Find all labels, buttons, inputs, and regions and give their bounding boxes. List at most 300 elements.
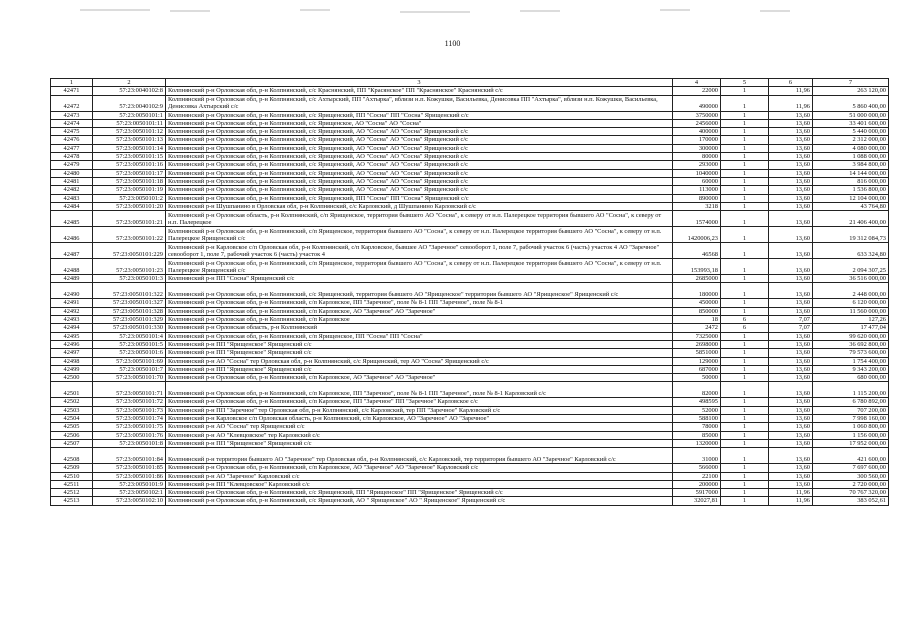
row-number-cell: 42474 [51, 119, 93, 127]
cadastral-number-cell: 57:23:0050101:17 [93, 169, 166, 177]
rate-cell: 13,60 [769, 144, 813, 152]
cadastral-value-cell: 816 000,00 [813, 177, 889, 185]
category-code-cell: 1 [721, 448, 769, 464]
cadastral-value-cell: 1 088 000,00 [813, 153, 889, 161]
cadastral-number-cell: 57:23:0050101:9 [93, 480, 166, 488]
table-row [51, 324, 889, 332]
row-number-cell: 42479 [51, 161, 93, 169]
area-cell: 129000 [673, 357, 721, 365]
location-description-cell: Колпнянский р-н ПП "Клевцовское" Карловский с/с [166, 480, 673, 488]
row-number-cell: 42498 [51, 357, 93, 365]
table-row [51, 448, 889, 464]
cadastral-value-cell: 33 401 600,00 [813, 119, 889, 127]
table-row [51, 202, 889, 210]
table-row [51, 472, 889, 480]
cadastral-number-cell: 57:23:0050101:20 [93, 202, 166, 210]
area-cell: 7325000 [673, 332, 721, 340]
rate-cell: 13,60 [769, 153, 813, 161]
rate-cell: 13,60 [769, 307, 813, 315]
rate-cell: 13,60 [769, 349, 813, 357]
cadastral-value-cell: 4 080 000,00 [813, 144, 889, 152]
table-row [51, 128, 889, 136]
rate-cell: 13,60 [769, 472, 813, 480]
table-row [51, 316, 889, 324]
cadastral-number-cell: 57:23:0050101:76 [93, 431, 166, 439]
area-cell: 78000 [673, 423, 721, 431]
cadastral-value-cell: 3 984 800,00 [813, 161, 889, 169]
cadastral-value-cell: 19 312 084,73 [813, 227, 889, 243]
cadastral-number-cell: 57:23:0050101:73 [93, 406, 166, 414]
area-cell: 52000 [673, 406, 721, 414]
table-row [51, 332, 889, 340]
location-description-cell: Колпнянский р-н Орловская обл, р-н Колпнянский, с/с Краснянский, ПП "Красянское" ПП "Краснянское" Краснянский с/с [166, 87, 673, 95]
cadastral-number-cell: 57:23:0050101:19 [93, 186, 166, 194]
cadastral-value-cell: 2 448 000,00 [813, 283, 889, 299]
table-row [51, 211, 889, 227]
table-row [51, 111, 889, 119]
location-description-cell: Колпнянский р-н ПП "Заречное" тер Орловская обл, р-н Колпнянский, с/с Карловский, тер ПП "Заречное" Карловский с/с [166, 406, 673, 414]
row-number-cell: 42478 [51, 153, 93, 161]
row-number-cell: 42510 [51, 472, 93, 480]
area-cell: 1574000 [673, 211, 721, 227]
table-row [51, 307, 889, 315]
category-code-cell: 1 [721, 480, 769, 488]
rate-cell: 13,60 [769, 275, 813, 283]
table-row [51, 227, 889, 243]
location-description-cell: Колпнянский р-н Орловская обл, р-н Колпнянский, с/с Ахтырский, ПП "Ахтырка", вблизи н.п. Кожушки, Васильевка, Денисовка ПП "Ахтырка", вблизи н.п. Кожушки, Васильевка, Денисовка Ахтырский с/с [166, 95, 673, 111]
cadastral-value-cell: 9 343 200,00 [813, 365, 889, 373]
area-cell: 450000 [673, 299, 721, 307]
rate-cell: 13,60 [769, 448, 813, 464]
table-row [51, 374, 889, 382]
cadastral-number-cell: 57:23:0050101:86 [93, 472, 166, 480]
page-number: 1100 [444, 39, 461, 48]
row-number-cell: 42508 [51, 448, 93, 464]
rate-cell: 7,07 [769, 316, 813, 324]
cadastral-number-cell: 57:23:0050102:1 [93, 489, 166, 497]
area-cell: 5851000 [673, 349, 721, 357]
rate-cell: 13,60 [769, 111, 813, 119]
row-number-cell: 42506 [51, 431, 93, 439]
row-number-cell: 42492 [51, 307, 93, 315]
cadastral-number-cell: 57:23:0050101:328 [93, 307, 166, 315]
row-number-cell: 42504 [51, 415, 93, 423]
area-cell: 170000 [673, 136, 721, 144]
area-cell: 80000 [673, 153, 721, 161]
rate-cell: 13,60 [769, 340, 813, 348]
table-row [51, 398, 889, 406]
cadastral-value-cell: 79 573 600,00 [813, 349, 889, 357]
cadastral-value-cell: 6 780 892,00 [813, 398, 889, 406]
location-description-cell: Колпнянский р-н Орловская обл, р-н Колпнянский, с/с Ярищенский, АО "Сосна" АО "Сосна" Ярищенский с/с [166, 161, 673, 169]
cadastral-number-cell: 57:23:0050101:8 [93, 439, 166, 447]
row-number-cell: 42486 [51, 227, 93, 243]
location-description-cell: Колпнянский р-н Орловская обл, р-н Колпнянский, с/п Карловское, АО "Заречное" АО "Заречное" [166, 307, 673, 315]
location-description-cell: Колпнянский р-н Орловская обл, р-н Колпнянский, с/п Карловское, ПП "Заречное", поле № 8-1 ПП "Заречное", поле № 8-1 Карловский с/с [166, 382, 673, 398]
cadastral-number-cell: 57:23:0050101:70 [93, 374, 166, 382]
area-cell: 2456000 [673, 119, 721, 127]
category-code-cell: 1 [721, 365, 769, 373]
rate-cell: 13,60 [769, 259, 813, 275]
cadastral-value-cell: 1 156 000,00 [813, 431, 889, 439]
category-code-cell: 1 [721, 340, 769, 348]
category-code-cell: 1 [721, 136, 769, 144]
location-description-cell: Колпнянский р-н Орловская область, р-н Колпнянский, с/п Ярищенское, территория бывшего АО "Сосна", к северу от н.п. Палерецкое территория бывшего АО "Сосна", к северу от н.п. Палерецкое [166, 211, 673, 227]
cadastral-number-cell: 57:23:0050101:6 [93, 349, 166, 357]
cadastral-number-cell: 57:23:0050101:4 [93, 332, 166, 340]
row-number-cell: 42476 [51, 136, 93, 144]
area-cell: 890000 [673, 194, 721, 202]
cadastral-value-cell: 7 697 600,00 [813, 464, 889, 472]
category-code-cell: 1 [721, 259, 769, 275]
category-code-cell: 1 [721, 374, 769, 382]
rate-cell: 13,60 [769, 431, 813, 439]
area-cell: 22100 [673, 472, 721, 480]
category-code-cell: 1 [721, 489, 769, 497]
area-cell: 113000 [673, 186, 721, 194]
rate-cell: 13,60 [769, 194, 813, 202]
table-row [51, 340, 889, 348]
rate-cell: 13,60 [769, 382, 813, 398]
category-code-cell: 1 [721, 497, 769, 505]
rate-cell: 13,60 [769, 202, 813, 210]
row-number-cell: 42471 [51, 87, 93, 95]
category-code-cell: 1 [721, 202, 769, 210]
location-description-cell: Колпнянский р-н территория бывшего АО "Заречное" тер Орловская обл, р-н Колпнянский, с/с Карловский, тер территория бывшего АО "Заречное" Карловский с/с [166, 448, 673, 464]
table-row [51, 464, 889, 472]
cadastral-number-cell: 57:23:0050101:329 [93, 316, 166, 324]
location-description-cell: Колпнянский р-н ПП "Ярищенское" Ярищенский с/с [166, 340, 673, 348]
column-header: 5 [721, 79, 769, 87]
category-code-cell: 1 [721, 153, 769, 161]
location-description-cell: Колпнянский р-н Орловская область, р-н Колпнянский [166, 324, 673, 332]
category-code-cell: 1 [721, 119, 769, 127]
row-number-cell: 42511 [51, 480, 93, 488]
row-number-cell: 42497 [51, 349, 93, 357]
area-cell: 200000 [673, 480, 721, 488]
rate-cell: 13,60 [769, 128, 813, 136]
table-row [51, 299, 889, 307]
rate-cell: 13,60 [769, 415, 813, 423]
area-cell: 566000 [673, 464, 721, 472]
area-cell: 1040000 [673, 169, 721, 177]
row-number-cell: 42496 [51, 340, 93, 348]
column-header: 2 [93, 79, 166, 87]
category-code-cell: 1 [721, 177, 769, 185]
row-number-cell: 42475 [51, 128, 93, 136]
area-cell: 588100 [673, 415, 721, 423]
location-description-cell: Колпнянский р-н Орловская обл, р-н Колпнянский, с/п Карловское, АО "Заречное" АО "Заречное" [166, 374, 673, 382]
rate-cell: 13,60 [769, 357, 813, 365]
table-row [51, 161, 889, 169]
cadastral-number-cell: 57:23:0050101:74 [93, 415, 166, 423]
rate-cell: 13,60 [769, 161, 813, 169]
location-description-cell: Колпнянский р-н Орловская обл, р-н Колпнянский, с/с Ярищенский, АО "Сосна" АО "Сосна" Ярищенский с/с [166, 169, 673, 177]
table-row [51, 95, 889, 111]
area-cell: 50000 [673, 374, 721, 382]
cadastral-number-cell: 57:23:0050101:85 [93, 464, 166, 472]
area-cell: 687000 [673, 365, 721, 373]
category-code-cell: 1 [721, 357, 769, 365]
category-code-cell: 1 [721, 161, 769, 169]
rate-cell: 13,60 [769, 439, 813, 447]
table-row [51, 275, 889, 283]
table-row [51, 259, 889, 275]
table-row [51, 357, 889, 365]
cadastral-value-cell: 300 560,00 [813, 472, 889, 480]
rate-cell: 13,60 [769, 169, 813, 177]
location-description-cell: Колпнянский р-н ПП "Ярищенское" Ярищенский с/с [166, 439, 673, 447]
category-code-cell: 6 [721, 316, 769, 324]
area-cell: 3218 [673, 202, 721, 210]
location-description-cell: Колпнянский р-н Орловская обл, р-н Колпнянский, с/с Ярищенский, АО " Ярищенское" АО " Ярищенское" Ярищенский с/с [166, 497, 673, 505]
category-code-cell: 1 [721, 194, 769, 202]
column-header: 7 [813, 79, 889, 87]
location-description-cell: Колпнянский р-н ПП "Сосна" Ярищенский с/с [166, 275, 673, 283]
location-description-cell: Колпнянский р-н АО "Сосна" тер Ярищенский с/с [166, 423, 673, 431]
cadastral-number-cell: 57:23:0040102:8 [93, 87, 166, 95]
cadastral-value-cell: 12 104 000,00 [813, 194, 889, 202]
cadastral-value-cell: 263 120,00 [813, 87, 889, 95]
rate-cell: 13,60 [769, 374, 813, 382]
location-description-cell: Колпнянский р-н Орловская обл, р-н Колпнянский, с/п Ярищенское, ПП "Сосна" ПП "Сосна" [166, 332, 673, 340]
table-row [51, 177, 889, 185]
area-cell: 22000 [673, 87, 721, 95]
column-number-header-row [51, 79, 889, 87]
category-code-cell: 1 [721, 169, 769, 177]
location-description-cell: Колпнянский р-н Орловская обл, р-н Колпнянский, с/с Ярищенский, АО "Сосна" АО "Сосна" Ярищенский с/с [166, 153, 673, 161]
area-cell: 2685000 [673, 275, 721, 283]
column-header: 4 [673, 79, 721, 87]
area-cell: 85000 [673, 431, 721, 439]
table-row [51, 431, 889, 439]
table-row [51, 186, 889, 194]
location-description-cell: Колпнянский р-н Орловская обл, р-н Колпнянский, с/с Ярищенский, ПП "Ярищенское" ПП "Ярищенское" Ярищенский с/с [166, 489, 673, 497]
row-number-cell: 42501 [51, 382, 93, 398]
cadastral-value-cell: 421 600,00 [813, 448, 889, 464]
cadastral-number-cell: 57:23:0050101:2 [93, 194, 166, 202]
area-cell: 293000 [673, 161, 721, 169]
row-number-cell: 42502 [51, 398, 93, 406]
rate-cell: 11,96 [769, 489, 813, 497]
area-cell: 1420006,23 [673, 227, 721, 243]
cadastral-value-cell: 11 560 000,00 [813, 307, 889, 315]
cadastral-value-cell: 43 764,80 [813, 202, 889, 210]
area-cell: 1320000 [673, 439, 721, 447]
cadastral-number-cell: 57:23:0050101:5 [93, 340, 166, 348]
location-description-cell: Колпнянский р-н Орловская обл, р-н Колпнянский, с/с Ярищенский, территория бывшего АО "Ярищенское" территория бывшего АО "Ярищенское" Ярищенский с/с [166, 283, 673, 299]
cadastral-number-cell: 57:23:0050101:7 [93, 365, 166, 373]
row-number-cell: 42493 [51, 316, 93, 324]
location-description-cell: Колпнянский р-н АО "Клевцовское" тер Карловский с/с [166, 431, 673, 439]
location-description-cell: Колпнянский р-н Орловская обл, р-н Колпнянский, с/с Ярищенский, ПП "Сосна" ПП "Сосна" Ярищенский с/с [166, 111, 673, 119]
table-row [51, 194, 889, 202]
area-cell: 498595 [673, 398, 721, 406]
table-row [51, 497, 889, 505]
location-description-cell: Колпнянский р-н Орловская обл, р-н Колпнянский, с/п Карловское, ПП "Заречное", поле № 8-1 ПП "Заречное", поле № 8-1 [166, 299, 673, 307]
row-number-cell: 42512 [51, 489, 93, 497]
location-description-cell: Колпнянский р-н Орловская обл, р-н Колпнянский, с/с Ярищенский, АО "Сосна" АО "Сосна" Ярищенский с/с [166, 177, 673, 185]
row-number-cell: 42505 [51, 423, 93, 431]
category-code-cell: 1 [721, 398, 769, 406]
cadastral-value-cell: 127,26 [813, 316, 889, 324]
table-row [51, 153, 889, 161]
category-code-cell: 1 [721, 464, 769, 472]
cadastral-value-cell: 2 312 000,00 [813, 136, 889, 144]
cadastral-value-cell: 2 720 000,00 [813, 480, 889, 488]
row-number-cell: 42499 [51, 365, 93, 373]
rate-cell: 13,60 [769, 211, 813, 227]
rate-cell: 13,60 [769, 177, 813, 185]
category-code-cell: 1 [721, 332, 769, 340]
land-registry-table [50, 78, 889, 506]
table-row [51, 169, 889, 177]
row-number-cell: 42477 [51, 144, 93, 152]
cadastral-number-cell: 57:23:0050101:229 [93, 243, 166, 259]
location-description-cell: Колпнянский р-н АО "Заречное" Карловский с/с [166, 472, 673, 480]
category-code-cell: 1 [721, 111, 769, 119]
cadastral-number-cell: 57:23:0050101:14 [93, 144, 166, 152]
cadastral-number-cell: 57:23:0050101:322 [93, 283, 166, 299]
location-description-cell: Колпнянский р-н Орловская обл, р-н Колпнянский, с/с Ярищенское, АО "Сосна" АО "Сосна" [166, 119, 673, 127]
row-number-cell: 42507 [51, 439, 93, 447]
rate-cell: 11,96 [769, 497, 813, 505]
table-row [51, 119, 889, 127]
location-description-cell: Колпнянский р-н Орловская обл, р-н Колпнянский, с/с Ярищенский, АО "Сосна" АО "Сосна" Ярищенский с/с [166, 144, 673, 152]
rate-cell: 13,60 [769, 464, 813, 472]
table-row [51, 480, 889, 488]
cadastral-value-cell: 383 052,61 [813, 497, 889, 505]
location-description-cell: Колпнянский р-н Орловская обл, р-н Колпнянский, с/с Ярищенский, АО "Сосна" АО "Сосна" Ярищенский с/с [166, 186, 673, 194]
area-cell: 18 [673, 316, 721, 324]
row-number-cell: 42480 [51, 169, 93, 177]
category-code-cell: 1 [721, 307, 769, 315]
category-code-cell: 1 [721, 472, 769, 480]
row-number-cell: 42489 [51, 275, 93, 283]
cadastral-number-cell: 57:23:0050102:10 [93, 497, 166, 505]
table-row [51, 365, 889, 373]
cadastral-number-cell: 57:23:0050101:18 [93, 177, 166, 185]
cadastral-number-cell: 57:23:0050101:69 [93, 357, 166, 365]
category-code-cell: 1 [721, 95, 769, 111]
table-row [51, 489, 889, 497]
column-header: 3 [166, 79, 673, 87]
table-row [51, 439, 889, 447]
area-cell: 82000 [673, 382, 721, 398]
table-row [51, 406, 889, 414]
row-number-cell: 42500 [51, 374, 93, 382]
table-row [51, 144, 889, 152]
cadastral-value-cell: 1 115 200,00 [813, 382, 889, 398]
cadastral-value-cell: 2 094 307,25 [813, 259, 889, 275]
category-code-cell: 6 [721, 324, 769, 332]
category-code-cell: 1 [721, 87, 769, 95]
row-number-cell: 42484 [51, 202, 93, 210]
cadastral-number-cell: 57:23:0050101:23 [93, 259, 166, 275]
row-number-cell: 42482 [51, 186, 93, 194]
cadastral-value-cell: 5 860 400,00 [813, 95, 889, 111]
rate-cell: 13,60 [769, 423, 813, 431]
cadastral-number-cell: 57:23:0050101:22 [93, 227, 166, 243]
location-description-cell: Колпнянский р-н Карловское с/п Орловская обл, р-н Колпнянский, с/п Карловское, бывшее АО "Заречное" севооборот 1, поле 7, рабочий участок 6 (часть) участок 4 АО "Заречное" севооборот 1, поле 7, рабочий участок 6 (часть) участок 4 [166, 243, 673, 259]
cadastral-number-cell: 57:23:0050101:1 [93, 111, 166, 119]
row-number-cell: 42490 [51, 283, 93, 299]
category-code-cell: 1 [721, 144, 769, 152]
cadastral-number-cell: 57:23:0050101:16 [93, 161, 166, 169]
row-number-cell: 42487 [51, 243, 93, 259]
category-code-cell: 1 [721, 406, 769, 414]
rate-cell: 13,60 [769, 299, 813, 307]
cadastral-value-cell: 70 767 320,00 [813, 489, 889, 497]
cadastral-value-cell: 1 754 400,00 [813, 357, 889, 365]
area-cell: 60000 [673, 177, 721, 185]
category-code-cell: 1 [721, 227, 769, 243]
row-number-cell: 42503 [51, 406, 93, 414]
location-description-cell: Колпнянский р-н Орловская обл, р-н Колпнянский, с/п Карловское, АО "Заречное" АО "Заречное" Карловский с/с [166, 464, 673, 472]
area-cell: 46568 [673, 243, 721, 259]
row-number-cell: 42491 [51, 299, 93, 307]
category-code-cell: 1 [721, 186, 769, 194]
cadastral-number-cell: 57:23:0050101:84 [93, 448, 166, 464]
cadastral-value-cell: 707 200,00 [813, 406, 889, 414]
area-cell: 850000 [673, 307, 721, 315]
rate-cell: 13,60 [769, 365, 813, 373]
row-number-cell: 42481 [51, 177, 93, 185]
area-cell: 2698000 [673, 340, 721, 348]
category-code-cell: 1 [721, 439, 769, 447]
cadastral-number-cell: 57:23:0050101:75 [93, 423, 166, 431]
category-code-cell: 1 [721, 382, 769, 398]
cadastral-value-cell: 21 406 400,00 [813, 211, 889, 227]
rate-cell: 11,96 [769, 87, 813, 95]
cadastral-number-cell: 57:23:0050101:12 [93, 128, 166, 136]
rate-cell: 13,60 [769, 332, 813, 340]
category-code-cell: 1 [721, 243, 769, 259]
cadastral-value-cell: 5 440 000,00 [813, 128, 889, 136]
area-cell: 3750000 [673, 111, 721, 119]
rate-cell: 13,60 [769, 136, 813, 144]
row-number-cell: 42472 [51, 95, 93, 111]
location-description-cell: Колпнянский р-н Орловская обл, р-н Колпнянский, с/п Карловское, ПП "Заречное" ПП "Заречное" Карловское с/с [166, 398, 673, 406]
area-cell: 300000 [673, 144, 721, 152]
table-row [51, 283, 889, 299]
location-description-cell: Колпнянский р-н Орловская обл, р-н Колпнянский, с/п Карловское [166, 316, 673, 324]
area-cell: 400000 [673, 128, 721, 136]
row-number-cell: 42513 [51, 497, 93, 505]
location-description-cell: Колпнянский р-н Орловская обл, р-н Колпнянский, с/с Ярищенский, АО "Сосна" АО "Сосна" Ярищенский с/с [166, 136, 673, 144]
category-code-cell: 1 [721, 283, 769, 299]
location-description-cell: Колпнянский р-н Орловская обл, р-н Колпнянский, с/с Ярищенский, ПП "Сосна" ПП "Сосна" Ярищенский с/с [166, 194, 673, 202]
location-description-cell: Колпнянский р-н Шушпанино в Орловская обл, р-н Колпнянский, с/с Карловский, д Шушпанино Карловский с/с [166, 202, 673, 210]
row-number-cell: 42509 [51, 464, 93, 472]
cadastral-value-cell: 14 144 000,00 [813, 169, 889, 177]
area-cell: 5917000 [673, 489, 721, 497]
cadastral-number-cell: 57:23:0050101:15 [93, 153, 166, 161]
table-row [51, 382, 889, 398]
area-cell: 31000 [673, 448, 721, 464]
area-cell: 2472 [673, 324, 721, 332]
cadastral-value-cell: 6 120 000,00 [813, 299, 889, 307]
location-description-cell: Колпнянский р-н АО "Сосна" тер Орловская обл, р-н Колпнянский, с/с Ярищенский, тер АО "Сосна" Ярищенский с/с [166, 357, 673, 365]
table-row [51, 136, 889, 144]
rate-cell: 13,60 [769, 398, 813, 406]
cadastral-number-cell: 57:23:0050101:3 [93, 275, 166, 283]
cadastral-number-cell: 57:23:0050101:21 [93, 211, 166, 227]
area-cell: 490000 [673, 95, 721, 111]
location-description-cell: Колпнянский р-н ПП "Ярищенское" Ярищенский с/с [166, 349, 673, 357]
row-number-cell: 42494 [51, 324, 93, 332]
table-row [51, 423, 889, 431]
